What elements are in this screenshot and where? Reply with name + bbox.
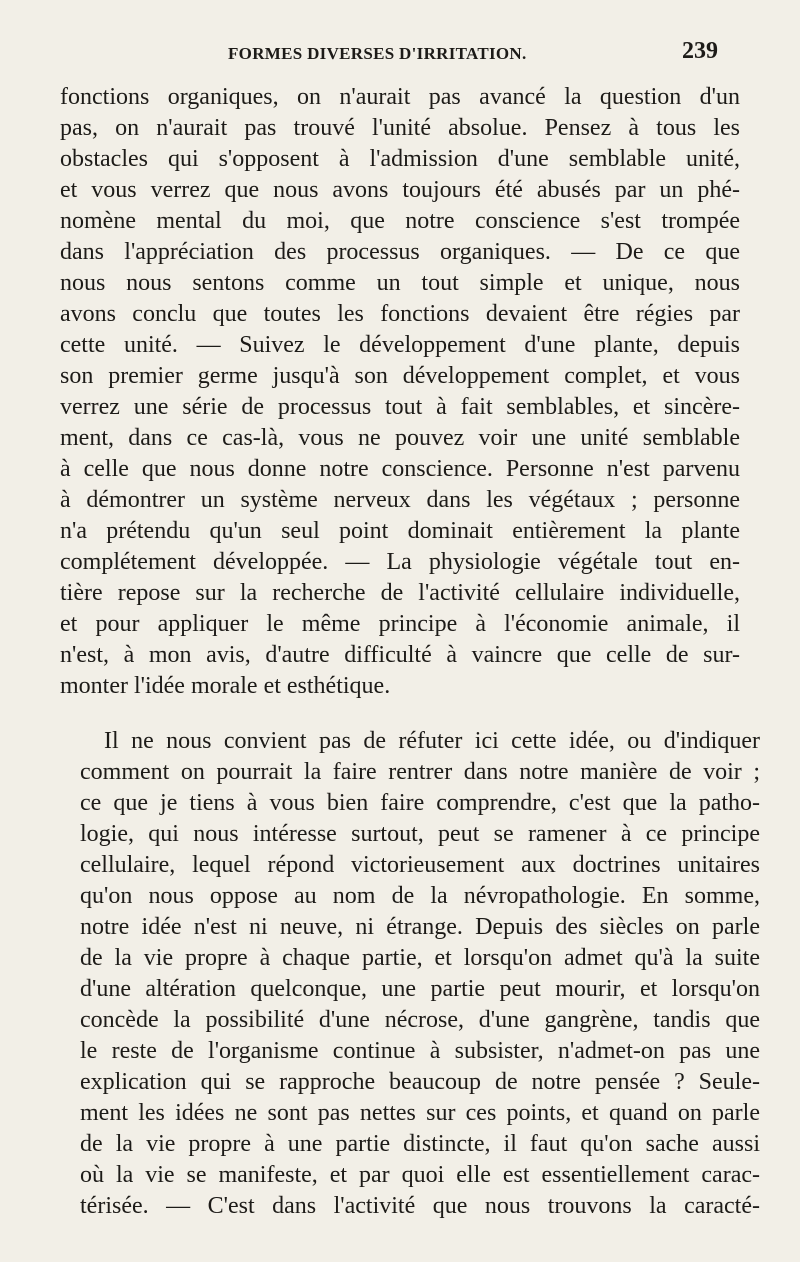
text-line: où la vie se manifeste, et par quoi elle est essentiellement carac- bbox=[80, 1162, 760, 1188]
text-line: monter l'idée morale et esthétique. bbox=[60, 673, 391, 699]
text-line: à celle que nous donne notre conscience. Personne n'est parvenu bbox=[60, 456, 740, 482]
text-line: et vous verrez que nous avons toujours été abusés par un phé- bbox=[60, 177, 740, 203]
text-line: ment, dans ce cas-là, vous ne pouvez voir une unité semblable bbox=[60, 425, 740, 451]
text-line: obstacles qui s'opposent à l'admission d'une semblable unité, bbox=[60, 146, 740, 172]
text-line: pas, on n'aurait pas trouvé l'unité absolue. Pensez à tous les bbox=[60, 115, 740, 141]
page-number: 239 bbox=[682, 38, 718, 64]
text-line: son premier germe jusqu'à son développement complet, et vous bbox=[60, 363, 740, 389]
text-line: à démontrer un système nerveux dans les végétaux ; personne bbox=[60, 487, 740, 513]
text-line: logie, qui nous intéresse surtout, peut se ramener à ce principe bbox=[80, 821, 760, 847]
text-line: ment les idées ne sont pas nettes sur ces points, et quand on parle bbox=[80, 1100, 760, 1126]
paragraph-1 bbox=[60, 82, 740, 702]
text-line: cette unité. — Suivez le développement d'une plante, depuis bbox=[60, 332, 740, 358]
text-line: cellulaire, lequel répond victorieusement aux doctrines unitaires bbox=[80, 852, 760, 878]
text-line: explication qui se rapproche beaucoup de notre pensée ? Seule- bbox=[80, 1069, 760, 1095]
paragraph-2 bbox=[80, 726, 760, 1222]
text-line: nous nous sentons comme un tout simple et unique, nous bbox=[60, 270, 740, 296]
running-head: FORMES DIVERSES D'IRRITATION. bbox=[228, 44, 527, 63]
text-line: qu'on nous oppose au nom de la névropathologie. En somme, bbox=[80, 883, 760, 909]
text-line: n'a prétendu qu'un seul point dominait entièrement la plante bbox=[60, 518, 740, 544]
text-line: de la vie propre à une partie distincte, il faut qu'on sache aussi bbox=[80, 1131, 760, 1157]
text-line: d'une altération quelconque, une partie peut mourir, et lorsqu'on bbox=[80, 976, 760, 1002]
text-line: concède la possibilité d'une nécrose, d'une gangrène, tandis que bbox=[80, 1007, 760, 1033]
text-line: n'est, à mon avis, d'autre difficulté à vaincre que celle de sur- bbox=[60, 642, 740, 668]
text-line: complétement développée. — La physiologie végétale tout en- bbox=[60, 549, 740, 575]
text-line: dans l'appréciation des processus organiques. — De ce que bbox=[60, 239, 740, 265]
text-line: térisée. — C'est dans l'activité que nous trouvons la caracté- bbox=[80, 1193, 760, 1219]
text-line: notre idée n'est ni neuve, ni étrange. Depuis des siècles on parle bbox=[80, 914, 760, 940]
text-line: tière repose sur la recherche de l'activité cellulaire individuelle, bbox=[60, 580, 740, 606]
text-line: et pour appliquer le même principe à l'économie animale, il bbox=[60, 611, 740, 637]
text-line: fonctions organiques, on n'aurait pas avancé la question d'un bbox=[60, 84, 740, 110]
text-line: verrez une série de processus tout à fait semblables, et sincère- bbox=[60, 394, 740, 420]
text-line: avons conclu que toutes les fonctions devaient être régies par bbox=[60, 301, 740, 327]
text-line: comment on pourrait la faire rentrer dans notre manière de voir ; bbox=[80, 759, 760, 785]
text-line: nomène mental du moi, que notre conscience s'est trompée bbox=[60, 208, 740, 234]
text-line: le reste de l'organisme continue à subsister, n'admet-on pas une bbox=[80, 1038, 760, 1064]
text-line: ce que je tiens à vous bien faire comprendre, c'est que la patho- bbox=[80, 790, 760, 816]
text-line: de la vie propre à chaque partie, et lorsqu'on admet qu'à la suite bbox=[80, 945, 760, 971]
text-line: Il ne nous convient pas de réfuter ici cette idée, ou d'indiquer bbox=[104, 728, 760, 754]
